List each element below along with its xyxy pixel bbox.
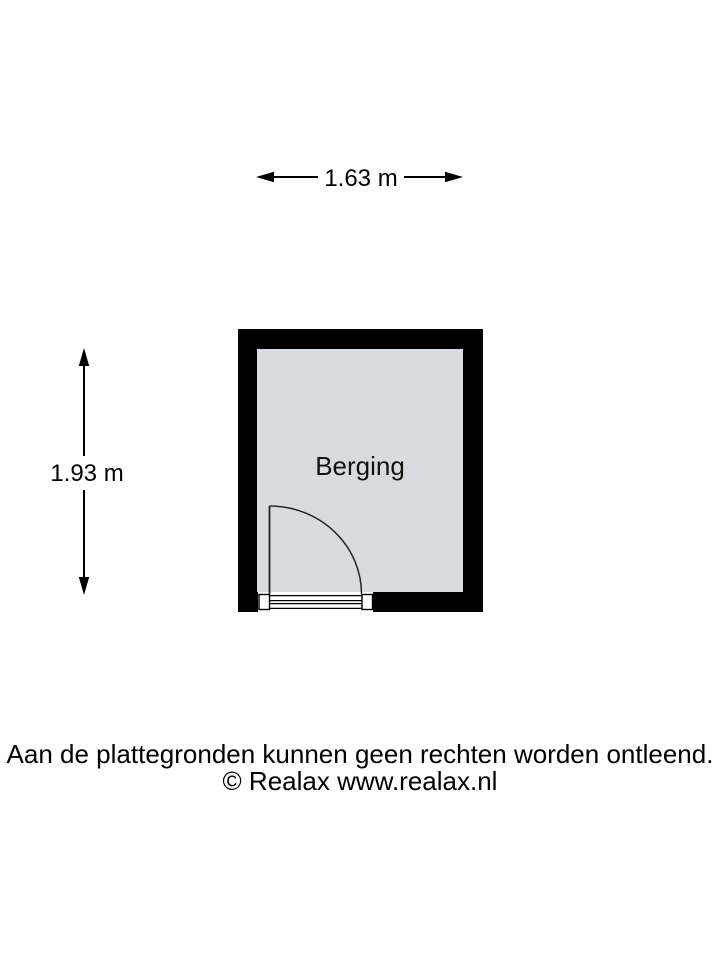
door-jamb-left [259, 595, 270, 610]
disclaimer-text: Aan de plattegronden kunnen geen rechten worden ontleend. [6, 739, 714, 769]
width-dimension [256, 165, 463, 192]
room-berging [238, 329, 483, 612]
door-jamb-right [362, 595, 373, 610]
room-label: Berging [315, 451, 405, 481]
arrow-down-icon [79, 577, 89, 595]
arrow-right-icon [445, 172, 463, 182]
height-dimension [50, 348, 123, 595]
width-dimension-label: 1.63 m [324, 165, 398, 192]
copyright-text: © Realax www.realax.nl [222, 766, 498, 796]
footer [7, 739, 714, 796]
height-dimension-label: 1.93 m [50, 460, 124, 487]
